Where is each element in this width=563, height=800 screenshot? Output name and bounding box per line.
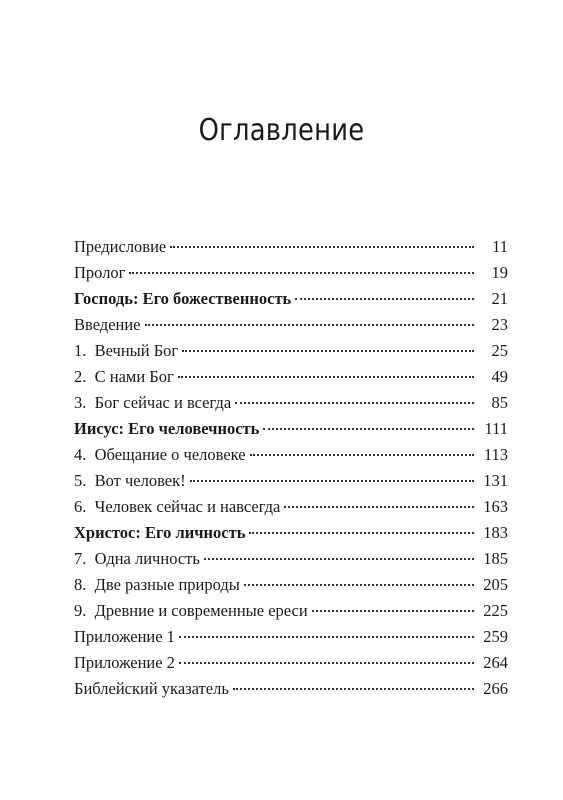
dot-leader xyxy=(179,636,474,638)
dot-leader xyxy=(263,428,474,430)
toc-entry-label: Предисловие xyxy=(74,237,167,256)
toc-entry-label: Пролог xyxy=(74,263,126,282)
toc-entry-label: Библейский указатель xyxy=(74,679,229,698)
toc-entry-page: 163 xyxy=(483,497,508,516)
toc-entry-label: 4. Обещание о человеке xyxy=(74,445,246,464)
toc-entry-page: 85 xyxy=(491,393,508,412)
toc-entry-label: Приложение 1 xyxy=(74,627,175,646)
toc-entry-page: 113 xyxy=(483,445,508,464)
toc-entry-page: 21 xyxy=(491,289,508,308)
dot-leader xyxy=(250,454,474,456)
toc-entry[interactable] xyxy=(74,470,508,496)
toc-entry[interactable] xyxy=(74,600,508,626)
toc-entry-page: 111 xyxy=(484,419,508,438)
toc-section-entry[interactable] xyxy=(74,288,508,314)
toc-entry[interactable] xyxy=(74,574,508,600)
toc-entry-page: 264 xyxy=(483,653,508,672)
dot-leader xyxy=(179,662,474,664)
page-title: Оглавление xyxy=(198,113,365,148)
dot-leader xyxy=(182,350,474,352)
toc-entry-label: Приложение 2 xyxy=(74,653,175,672)
toc-entry-page: 225 xyxy=(483,601,508,620)
toc-entry-label: 1. Вечный Бог xyxy=(74,341,179,360)
dot-leader xyxy=(312,610,474,612)
toc-section-entry[interactable] xyxy=(74,418,508,444)
toc-entry-label: 9. Древние и современные ереси xyxy=(74,601,308,620)
dot-leader xyxy=(170,246,474,248)
toc-entry-page: 183 xyxy=(483,523,508,542)
toc-entry[interactable] xyxy=(74,366,508,392)
dot-leader xyxy=(190,480,474,482)
dot-leader xyxy=(129,272,474,274)
toc-entry-page: 11 xyxy=(492,237,508,256)
table-of-contents xyxy=(74,236,508,704)
dot-leader xyxy=(244,584,474,586)
toc-entry-label: 6. Человек сейчас и навсегда xyxy=(74,497,281,516)
toc-section-entry[interactable] xyxy=(74,522,508,548)
toc-entry[interactable] xyxy=(74,548,508,574)
toc-entry-page: 25 xyxy=(491,341,508,360)
toc-entry-page: 131 xyxy=(483,471,508,490)
dot-leader xyxy=(295,298,474,300)
dot-leader xyxy=(249,532,474,534)
toc-entry-page: 259 xyxy=(483,627,508,646)
toc-entry[interactable] xyxy=(74,392,508,418)
toc-entry-page: 266 xyxy=(483,679,508,698)
toc-section-label: Христос: Его личность xyxy=(74,523,246,542)
toc-entry[interactable] xyxy=(74,314,508,340)
toc-entry[interactable] xyxy=(74,652,508,678)
toc-entry[interactable] xyxy=(74,678,508,704)
toc-section-label: Господь: Его божественность xyxy=(74,289,292,308)
dot-leader xyxy=(145,324,474,326)
toc-entry[interactable] xyxy=(74,340,508,366)
toc-entry-label: 5. Вот человек! xyxy=(74,471,186,490)
toc-entry-label: 2. С нами Бог xyxy=(74,367,174,386)
toc-entry[interactable] xyxy=(74,236,508,262)
toc-entry-label: 8. Две разные природы xyxy=(74,575,240,594)
dot-leader xyxy=(284,506,474,508)
toc-entry-label: 3. Бог сейчас и всегда xyxy=(74,393,232,412)
dot-leader xyxy=(235,402,474,404)
dot-leader xyxy=(178,376,474,378)
toc-entry-page: 49 xyxy=(491,367,508,386)
toc-entry-label: 7. Одна личность xyxy=(74,549,200,568)
toc-entry-page: 185 xyxy=(483,549,508,568)
toc-entry-label: Введение xyxy=(74,315,141,334)
toc-entry-page: 23 xyxy=(491,315,508,334)
toc-entry[interactable] xyxy=(74,496,508,522)
toc-entry[interactable] xyxy=(74,626,508,652)
dot-leader xyxy=(204,558,474,560)
dot-leader xyxy=(233,688,474,690)
toc-entry-page: 205 xyxy=(483,575,508,594)
toc-entry[interactable] xyxy=(74,262,508,288)
toc-entry[interactable] xyxy=(74,444,508,470)
toc-section-label: Иисус: Его человечность xyxy=(74,419,260,438)
toc-entry-page: 19 xyxy=(491,263,508,282)
